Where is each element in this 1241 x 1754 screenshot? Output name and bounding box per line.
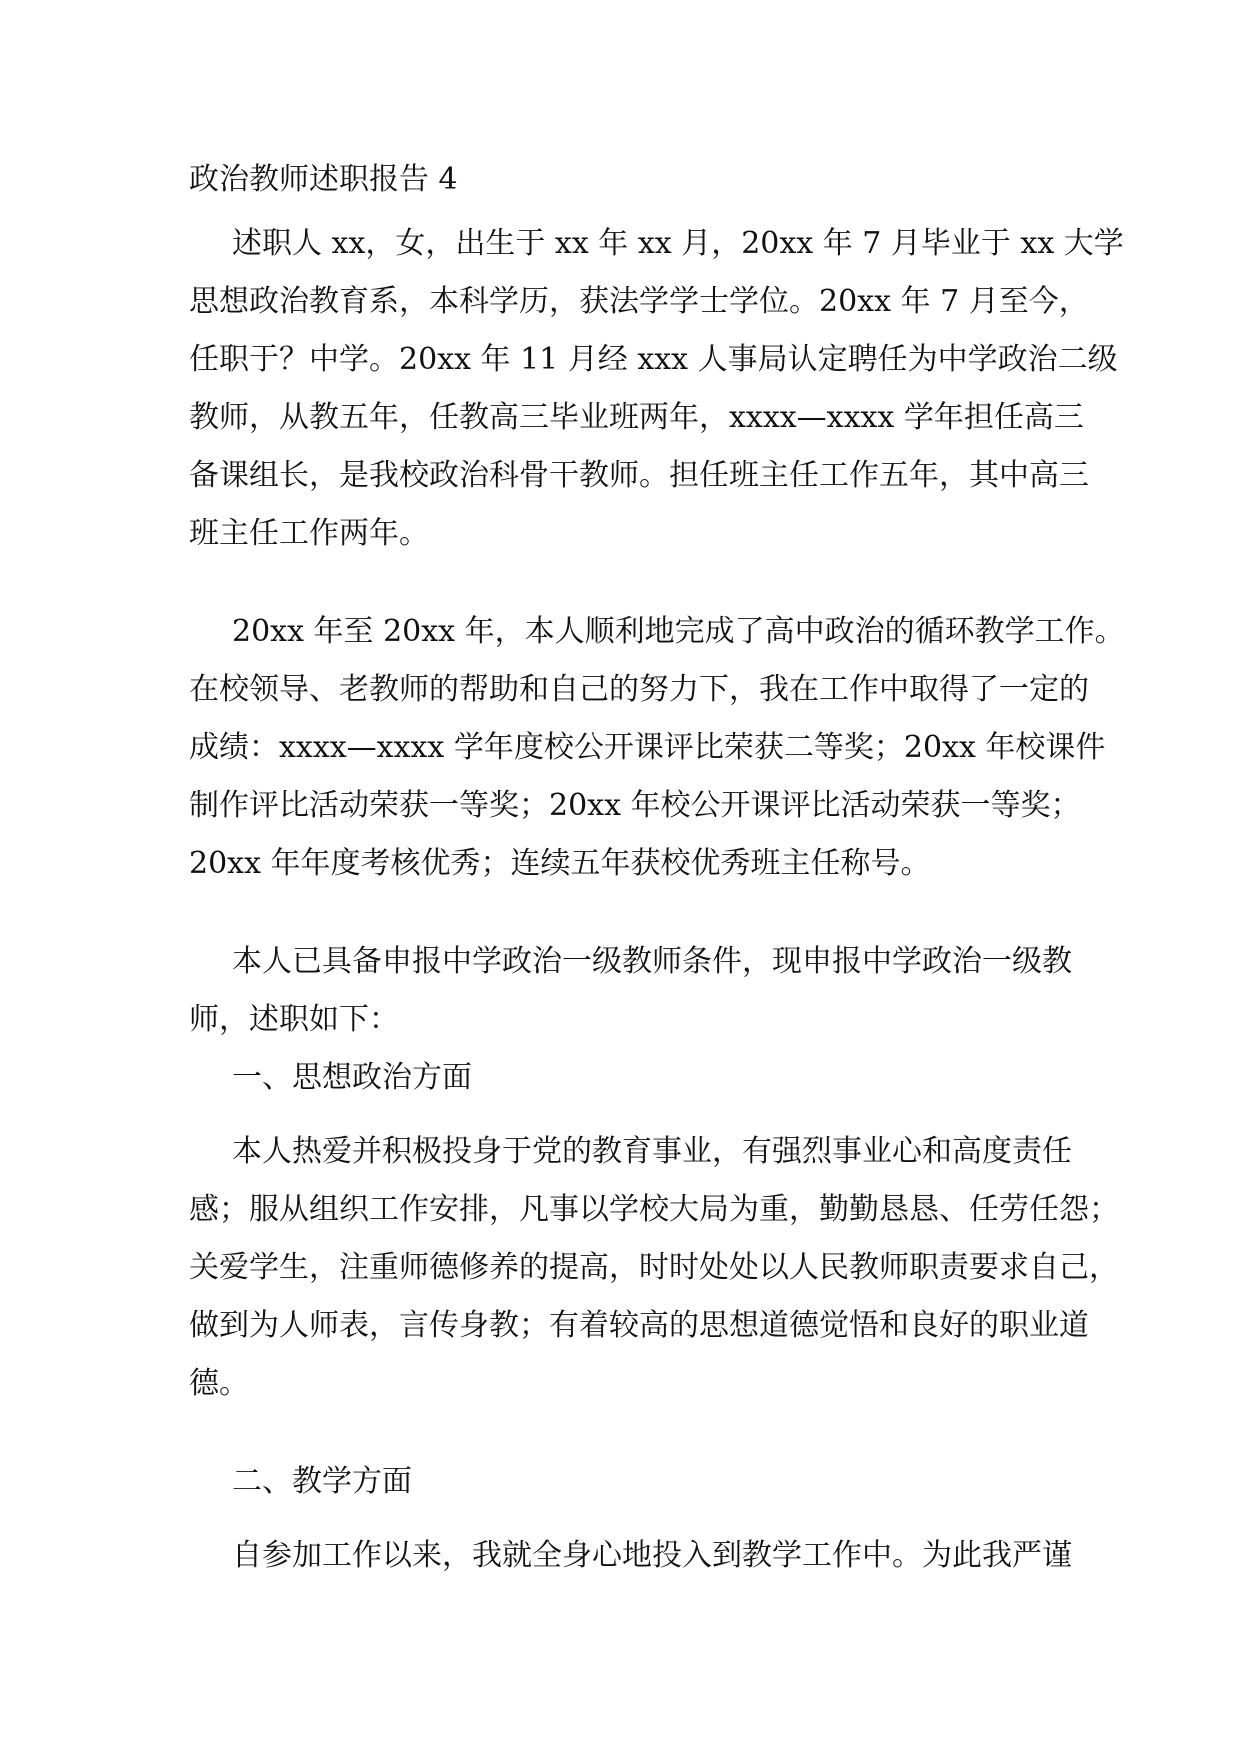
text-line: 班主任工作两年。 (189, 516, 429, 551)
text-line: 感；服从组织工作安排，凡事以学校大局为重，勤勤恳恳、任劳任怨； (189, 1192, 1119, 1227)
text-line: 做到为人师表，言传身教；有着较高的思想道德觉悟和良好的职业道 (189, 1308, 1089, 1343)
section-heading: 一、思想政治方面 (232, 1060, 472, 1095)
text-line: 本人热爱并积极投身于党的教育事业，有强烈事业心和高度责任 (232, 1134, 1072, 1169)
text-line: 备课组长，是我校政治科骨干教师。担任班主任工作五年，其中高三 (189, 458, 1089, 493)
text-line: 制作评比活动荣获一等奖；20xx 年校公开课评比活动荣获一等奖； (189, 788, 1081, 823)
section-heading: 二、教学方面 (232, 1464, 412, 1499)
text-line: 教师，从教五年，任教高三毕业班两年，xxxx—xxxx 学年担任高三 (189, 400, 1084, 435)
text-line: 在校领导、老教师的帮助和自己的努力下，我在工作中取得了一定的 (189, 672, 1089, 707)
text-line: 师，述职如下： (189, 1002, 399, 1037)
text-line: 德。 (189, 1366, 249, 1401)
text-line: 思想政治教育系，本科学历，获法学学士学位。20xx 年 7 月至今， (189, 284, 1089, 319)
text-line: 20xx 年至 20xx 年，本人顺利地完成了高中政治的循环教学工作。 (232, 614, 1125, 649)
text-line: 自参加工作以来，我就全身心地投入到教学工作中。为此我严谨 (232, 1538, 1072, 1573)
text-line: 20xx 年年度考核优秀；连续五年获校优秀班主任称号。 (189, 846, 931, 881)
text-line: 本人已具备申报中学政治一级教师条件，现申报中学政治一级教 (232, 944, 1072, 979)
text-line: 关爱学生，注重师德修养的提高，时时处处以人民教师职责要求自己， (189, 1250, 1119, 1285)
text-line: 成绩：xxxx—xxxx 学年度校公开课评比荣获二等奖；20xx 年校课件 (189, 730, 1106, 765)
document-title: 政治教师述职报告 4 (189, 162, 458, 197)
text-line: 述职人 xx，女，出生于 xx 年 xx 月，20xx 年 7 月毕业于 xx 大学 (232, 226, 1124, 261)
text-line: 任职于？中学。20xx 年 11 月经 xxx 人事局认定聘任为中学政治二级 (189, 342, 1118, 377)
